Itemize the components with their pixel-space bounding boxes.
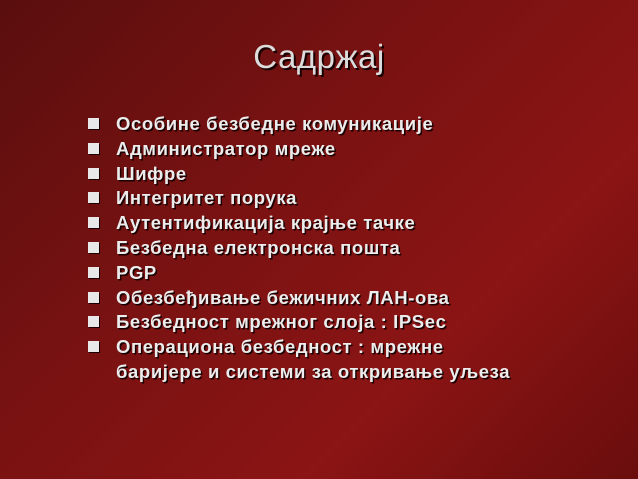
list-item-text: Интегритет порука [116, 187, 298, 209]
list-item-text: Оперaциона безбедност : мрежне баријере и системи за откривање уљеза [116, 336, 511, 382]
list-item [88, 137, 618, 162]
square-bullet-icon [88, 217, 99, 228]
square-bullet-icon [88, 192, 99, 203]
list-item-text: Администратор мреже [116, 137, 336, 159]
square-bullet-icon [88, 341, 99, 352]
square-bullet-icon [88, 168, 99, 179]
list-item-text: Обезбеђивање бежичних ЛАН-ова [116, 286, 450, 308]
list-item [88, 236, 618, 261]
slide-title: Садржај [253, 38, 385, 75]
list-item-text: Безбедност мрежног слоја : IPSec [116, 311, 447, 333]
bullet-list [88, 112, 618, 385]
list-item-text: Особине безбедне комуникације [116, 113, 434, 134]
list-item [88, 211, 618, 236]
square-bullet-icon [88, 267, 99, 278]
square-bullet-icon [88, 316, 99, 327]
square-bullet-icon [88, 118, 99, 129]
list-item [88, 261, 618, 286]
list-item-text: Аутентификација крајње тачке [116, 212, 416, 234]
list-item-text: PGP [116, 261, 157, 283]
list-item [88, 186, 618, 211]
list-item-text: Безбедна електронска пошта [116, 236, 401, 258]
list-item [88, 310, 618, 335]
list-item [88, 112, 618, 137]
square-bullet-icon [88, 143, 99, 154]
list-item [88, 335, 618, 385]
square-bullet-icon [88, 292, 99, 303]
list-item-text: Шифре [116, 162, 187, 184]
square-bullet-icon [88, 242, 99, 253]
list-item [88, 286, 618, 311]
list-item [88, 162, 618, 187]
